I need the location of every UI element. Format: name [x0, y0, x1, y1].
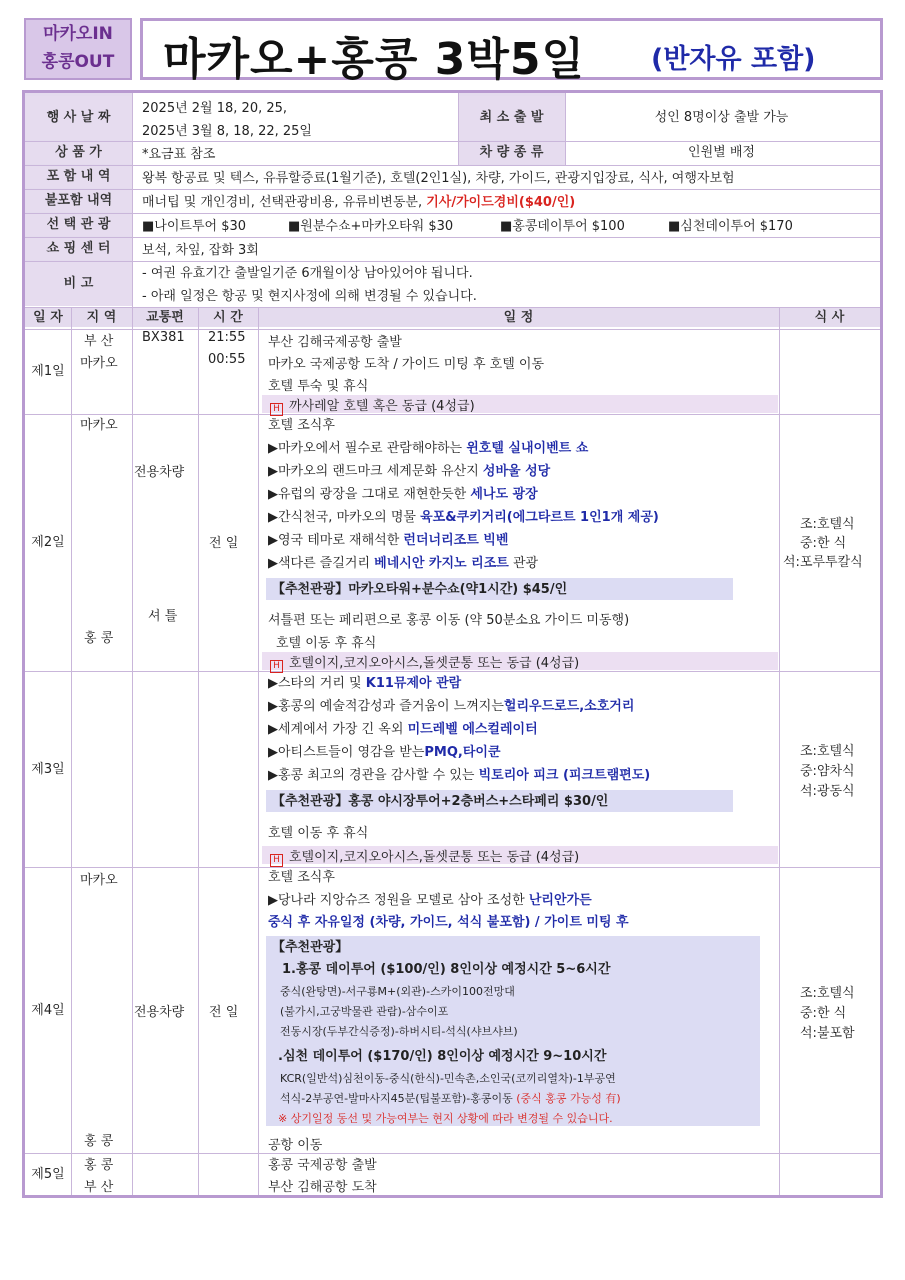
include-value: 왕복 항공료 및 텍스, 유류할증료(1월기준), 호텔(2인1실), 차량, 가이드, 관광지입장료, 식사, 여행자보험 — [142, 171, 735, 186]
page-subtitle: (반자유 포함) — [651, 44, 816, 75]
exclude-label: 불포함 내역 — [25, 190, 132, 212]
shop-value: 보석, 차잎, 잡화 3회 — [142, 243, 259, 258]
day1-flight: BX381 — [142, 330, 185, 345]
day4-region1: 마카오 — [80, 873, 118, 888]
min-label: 최 소 출 발 — [458, 96, 565, 140]
day5-line2: 부산 김해공항 도착 — [268, 1180, 377, 1195]
guide-fee: 기사/가이드경비($40/인) — [426, 195, 576, 210]
day4-sz-title: .심천 데이투어 ($170/인) 8인이상 예정시간 9~10시간 — [278, 1049, 607, 1064]
vehicle-value: 인원별 배정 — [688, 145, 755, 160]
day2-bullet1: ▶마카오에서 필수로 관람해야하는 윈호텔 실내이벤트 쇼 — [268, 441, 589, 456]
day1-line2: 마카오 국제공항 도착 / 가이드 미팅 후 호텔 이동 — [268, 357, 545, 372]
day4-transport: 전용차량 — [134, 1005, 185, 1020]
day1-region2: 마카오 — [80, 356, 118, 371]
day4-hk-line2: (불가시,고궁박물관 관람)-삼수이포 — [280, 1005, 449, 1018]
day5-region2: 부 산 — [84, 1180, 114, 1195]
price-value: *요금표 참조 — [142, 147, 216, 162]
day5-line1: 홍콩 국제공항 출발 — [268, 1158, 377, 1173]
option-1: ■나이트투어 $30 — [142, 219, 247, 234]
hotel-icon: H — [270, 854, 283, 867]
shop-label: 쇼 핑 센 터 — [25, 238, 132, 260]
route-badge — [24, 18, 132, 80]
include-label: 포 함 내 역 — [25, 166, 132, 188]
day4-meal2: 중:한 식 — [800, 1006, 847, 1021]
col-meal: 식 사 — [814, 310, 845, 325]
day4-line1: 호텔 조식후 — [268, 870, 335, 885]
day2-recommend: 【추천관광】마카오타워+분수쇼(약1시간) $45/인 — [272, 582, 568, 597]
day4-time: 전 일 — [209, 1005, 239, 1020]
day2-line2: 셔틀편 또는 페리편으로 홍콩 이동 (약 50분소요 가이드 미동행) — [268, 613, 630, 628]
dates-line2: 2025년 3월 8, 18, 22, 25일 — [142, 124, 312, 139]
day1-line3: 호텔 투숙 및 휴식 — [268, 379, 369, 394]
day1-line1: 부산 김해국제공항 출발 — [268, 335, 402, 350]
col-day: 일 자 — [33, 310, 63, 325]
day3-bullet5: ▶홍콩 최고의 경관을 감사할 수 있는 빅토리아 피크 (피크트램편도) — [268, 768, 651, 783]
day2-meal3: 석:포루투칼식 — [783, 555, 863, 570]
day3-bullet4: ▶아티스트들이 영감을 받는PMQ,타이쿤 — [268, 745, 501, 760]
min-value: 성인 8명이상 출발 가능 — [654, 110, 789, 125]
day1-time1: 21:55 — [208, 330, 246, 345]
day3-label: 제3일 — [31, 762, 65, 777]
option-3: ■홍콩데이투어 $100 — [500, 219, 625, 234]
day2-bullet3: ▶유럽의 광장을 그대로 재현한듯한 세나도 광장 — [268, 487, 538, 502]
day2-bullet5: ▶영국 테마로 재해석한 런더너리조트 빅벤 — [268, 533, 509, 548]
note-line1: - 여권 유효기간 출발일기준 6개월이상 남아있어야 됩니다. — [142, 266, 473, 281]
col-time: 시 간 — [213, 310, 243, 325]
day4-free-schedule: 중식 후 자유일정 (차량, 가이드, 석식 불포함) / 가이트 미팅 후 — [268, 915, 629, 930]
option-2: ■원분수쇼+마카오타워 $30 — [288, 219, 454, 234]
day1-time2: 00:55 — [208, 352, 246, 367]
page-title: 마카오+홍콩 3박5일 — [163, 34, 585, 85]
col-region: 지 역 — [86, 310, 117, 325]
day3-meal1: 조:호텔식 — [800, 744, 855, 759]
day2-label: 제2일 — [31, 535, 65, 550]
day2-bullet2: ▶마카오의 랜드마크 세계문화 유산지 성바울 성당 — [268, 464, 551, 479]
day1-region1: 부 산 — [84, 334, 114, 349]
day4-sz-line1: KCR(일반석)심천이동-중식(한식)-민속촌,소인국(코끼리열차)-1부공연 — [280, 1072, 616, 1085]
day3-hotel: H 호텔이지,코지오아시스,돌셋쿤통 또는 동급 (4성급) — [270, 846, 579, 867]
hotel-icon: H — [270, 403, 283, 416]
badge-line-out: 홍콩OUT — [41, 52, 115, 72]
day2-bullet6: ▶색다른 즐길거리 베네시안 카지노 리조트 관광 — [268, 556, 539, 571]
day4-region2: 홍 콩 — [84, 1134, 114, 1149]
day2-region1: 마카오 — [80, 418, 118, 433]
day3-bullet1: ▶스타의 거리 및 K11뮤제아 관람 — [268, 676, 462, 691]
day3-recommend: 【추천관광】홍콩 야시장투어+2층버스+스타페리 $30/인 — [272, 794, 609, 809]
dates-line1: 2025년 2월 18, 20, 25, — [142, 101, 288, 116]
day2-transport2: 셔 틀 — [148, 609, 178, 624]
day2-line1: 호텔 조식후 — [268, 418, 335, 433]
day4-rec-title: 【추천관광】 — [272, 940, 349, 955]
day2-transport1: 전용차량 — [134, 465, 185, 480]
day2-hotel: H 호텔이지,코지오아시스,돌셋쿤통 또는 동급 (4성급) — [270, 652, 579, 673]
day4-warning: ※ 상기일정 동선 및 가능여부는 현지 상황에 따라 변경될 수 있습니다. — [278, 1112, 613, 1125]
option-label: 선 택 관 광 — [25, 214, 132, 236]
day2-line3: 호텔 이동 후 휴식 — [276, 636, 377, 651]
note-line2: - 아래 일정은 항공 및 현지사정에 의해 변경될 수 있습니다. — [142, 289, 477, 304]
day2-meal1: 조:호텔식 — [800, 517, 855, 532]
title-box — [140, 18, 883, 85]
day3-bullet2: ▶홍콩의 예술적감성과 즐거움이 느껴지는헐리우드로드,소호거리 — [268, 699, 635, 714]
day5-label: 제5일 — [31, 1167, 65, 1182]
day3-meal3: 석:광동식 — [800, 784, 855, 799]
day3-meal2: 중:얌차식 — [800, 764, 855, 779]
day3-line1: 호텔 이동 후 휴식 — [268, 826, 369, 841]
day2-region2: 홍 콩 — [84, 631, 114, 646]
day4-hk-line1: 중식(완탕면)-서구룡M+(외관)-스카이100전망대 — [280, 985, 515, 998]
day2-meal2: 중:한 식 — [800, 536, 847, 551]
day2-bullet4: ▶간식천국, 마카오의 명물 육포&쿠키거리(에그타르트 1인1개 제공) — [268, 510, 659, 525]
day3-bullet3: ▶세계에서 가장 긴 옥외 미드레벨 에스컬레이터 — [268, 722, 538, 737]
day2-time: 전 일 — [209, 536, 239, 551]
day4-label: 제4일 — [31, 1003, 65, 1018]
day4-line2: 공항 이동 — [268, 1138, 323, 1153]
day4-meal3: 석:불포함 — [800, 1026, 855, 1041]
exclude-value: 매너팁 및 개인경비, 선택관광비용, 유류비변동분, 기사/가이드경비($40/인) — [142, 195, 576, 210]
col-transport: 교통편 — [146, 310, 184, 325]
badge-line-in: 마카오IN — [43, 24, 113, 44]
vehicle-label: 차 량 종 류 — [458, 142, 565, 164]
option-4: ■심천데이투어 $170 — [668, 219, 793, 234]
day4-sz-line2: 석식-2부공연-발마사지45분(팁불포함)-홍콩이동 (중식 홍콩 가능성 有) — [280, 1092, 621, 1105]
day1-hotel: H 까사레알 호텔 혹은 동급 (4성급) — [270, 395, 475, 416]
day1-label: 제1일 — [31, 364, 65, 379]
day4-meal1: 조:호텔식 — [800, 986, 855, 1001]
dates-label: 행 사 날 짜 — [25, 96, 132, 140]
day4-hk-line3: 전동시장(두부간식증정)-하버시티-석식(샤브샤브) — [280, 1025, 518, 1038]
note-label: 비 고 — [25, 262, 132, 306]
col-schedule: 일 정 — [503, 310, 534, 325]
day5-region1: 홍 콩 — [84, 1158, 114, 1173]
price-label: 상 품 가 — [25, 142, 132, 164]
hotel-icon: H — [270, 660, 283, 673]
day4-hk-title: 1.홍콩 데이투어 ($100/인) 8인이상 예정시간 5~6시간 — [282, 962, 611, 977]
day4-bullet1: ▶당나라 지앙슈즈 정원을 모델로 삼아 조성한 난리안가든 — [268, 893, 592, 908]
